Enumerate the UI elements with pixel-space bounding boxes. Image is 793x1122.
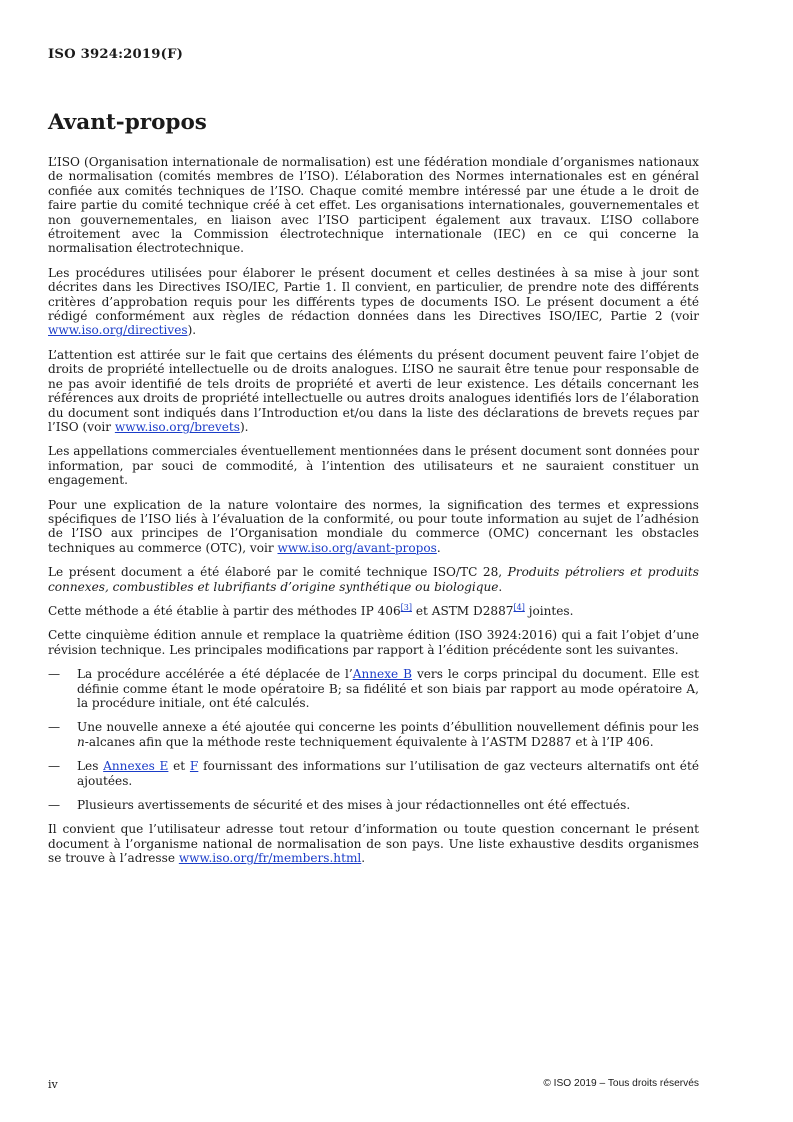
list-item xyxy=(48,667,699,710)
paragraph-text: Pour une explication de la nature volontaire des normes, la signification des termes et expressions spécifiques de l’ISO liés à l’évaluation de la conformité, ou pour toute information au sujet de l’adhésion de l’ISO aux principes de l’Organisation mondiale du commerce (OMC) concernant les obstacles techniques au commerce (OTC), voir xyxy=(48,497,699,555)
dash-marker: — xyxy=(48,720,61,735)
paragraph-committee xyxy=(48,565,699,594)
paragraph-text: jointes. xyxy=(524,603,574,618)
list-item-text: vers le corps principal du document. Elle est définie comme étant le mode opératoire B; sa fidélité et son biais par rapport au mode opératoire A, la procédure initiale, ont été calculés. xyxy=(77,667,699,710)
avant-propos-link[interactable]: www.iso.org/avant-propos xyxy=(277,540,437,555)
list-item-text: Plusieurs avertissements de sécurité et des mises à jour rédactionnelles ont été effectués. xyxy=(77,798,631,813)
page-title: Avant-propos xyxy=(48,110,207,135)
paragraph-text: Les procédures utilisées pour élaborer le présent document et celles destinées à sa mise à jour sont décrites dans les Directives ISO/IEC, Partie 1. Il convient, en particulier, de prendre note des différents critères d’approbation requis pour les différents types de documents ISO. Le présent document a été rédigé conformément aux règles de rédaction données dans les Directives ISO/IEC, Partie 2 (voir xyxy=(48,265,699,324)
document-id-header: ISO 3924:2019(F) xyxy=(48,47,184,62)
paragraph-method-origin xyxy=(48,604,699,618)
paragraph-text-end: ). xyxy=(187,323,197,338)
annexe-f-link[interactable]: F xyxy=(189,759,199,774)
paragraph-text: Il convient que l’utilisateur adresse tout retour d’information ou toute question concernant le présent document à l’organisme national de normalisation de son pays. Une liste exhaustive desdits organismes se trouve à l’adresse xyxy=(48,822,699,866)
paragraph-trade-names: Les appellations commerciales éventuellement mentionnées dans le présent document sont données pour information, par souci de commodité, à l’intention des utilisateurs et ne sauraient constituer un engagement. xyxy=(48,444,699,488)
paragraph-text-end: ). xyxy=(239,419,249,434)
annexe-b-link[interactable]: Annexe B xyxy=(352,667,413,682)
foreword-body xyxy=(48,155,699,876)
list-item xyxy=(48,759,699,788)
paragraph-text: L’attention est attirée sur le fait que certains des éléments du présent document peuvent faire l’objet de droits de propriété intellectuelle ou de droits analogues. L’ISO ne saurait être tenue pour responsable de ne pas avoir identifié de tels droits de propriété et averti de leur existence. Les détails concernant les références aux droits de propriété intellectuelle ou autres droits analogues identifiés lors de l’élaboration du document sont indiqués dans l’Introduction et/ou dans la liste des déclarations de brevets reçues par l’ISO (voir xyxy=(48,347,699,434)
changes-list xyxy=(48,667,699,812)
directives-link[interactable]: www.iso.org/directives xyxy=(48,323,188,338)
paragraph-procedures xyxy=(48,266,699,338)
list-item xyxy=(48,798,699,812)
list-item-text: -alcanes afin que la méthode reste techniquement équivalente à l’ASTM D2887 et à l’IP 406. xyxy=(84,734,654,749)
copyright-notice: © ISO 2019 – Tous droits réservés xyxy=(543,1078,699,1089)
annexes-e-link[interactable]: Annexes E xyxy=(103,759,169,774)
reference-3-link[interactable]: [3] xyxy=(400,602,412,612)
dash-marker: — xyxy=(48,667,61,682)
paragraph-feedback xyxy=(48,822,699,865)
dash-marker: — xyxy=(48,759,61,774)
list-item xyxy=(48,720,699,749)
italic-n: n xyxy=(77,734,85,749)
paragraph-edition: Cette cinquième édition annule et remplace la quatrième édition (ISO 3924:2016) qui a fait l’objet d’une révision technique. Les principales modifications par rapport à l’édition précédente sont les suivantes. xyxy=(48,628,699,657)
list-item-text: et xyxy=(168,759,190,774)
paragraph-text: Le présent document a été élaboré par le comité technique ISO/TC 28, xyxy=(48,565,508,580)
reference-4-link[interactable]: [4] xyxy=(513,602,525,612)
paragraph-iso-intro: L’ISO (Organisation internationale de normalisation) est une fédération mondiale d’organismes nationaux de normalisation (comités membres de l’ISO). L’élaboration des Normes internationales est en général confiée aux comités techniques de l’ISO. Chaque comité membre intéressé par une étude a le droit de faire partie du comité technique créé à cet effet. Les organisations internationales, gouvernementales et non gouvernementales, en liaison avec l’ISO participent également aux travaux. L’ISO collabore étroitement avec la Commission électrotechnique internationale (IEC) en ce qui concerne la normalisation électrotechnique. xyxy=(48,155,699,256)
paragraph-text-end: . xyxy=(436,540,441,555)
paragraph-voluntary-nature xyxy=(48,498,699,556)
paragraph-patents xyxy=(48,348,699,434)
list-item-text: La procédure accélérée a été déplacée de l’ xyxy=(77,667,353,682)
list-item-text: fournissant des informations sur l’utilisation de gaz vecteurs alternatifs ont été ajoutées. xyxy=(77,759,699,788)
paragraph-text-end: . xyxy=(361,851,366,866)
dash-marker: — xyxy=(48,798,61,813)
paragraph-text: et ASTM D2887 xyxy=(412,603,514,618)
page-number: iv xyxy=(48,1078,58,1091)
list-item-text: Les xyxy=(77,759,104,774)
committee-title: Produits pétroliers et produits connexes, combustibles et lubrifiants d’origine synthétique ou biologique xyxy=(48,565,699,594)
brevets-link[interactable]: www.iso.org/brevets xyxy=(114,419,240,434)
paragraph-text-end: . xyxy=(498,579,503,594)
list-item-text: Une nouvelle annexe a été ajoutée qui concerne les points d’ébullition nouvellement définis pour les xyxy=(77,720,699,735)
members-link[interactable]: www.iso.org/fr/members.html xyxy=(178,851,362,866)
paragraph-text: Cette méthode a été établie à partir des méthodes IP 406 xyxy=(48,603,401,618)
